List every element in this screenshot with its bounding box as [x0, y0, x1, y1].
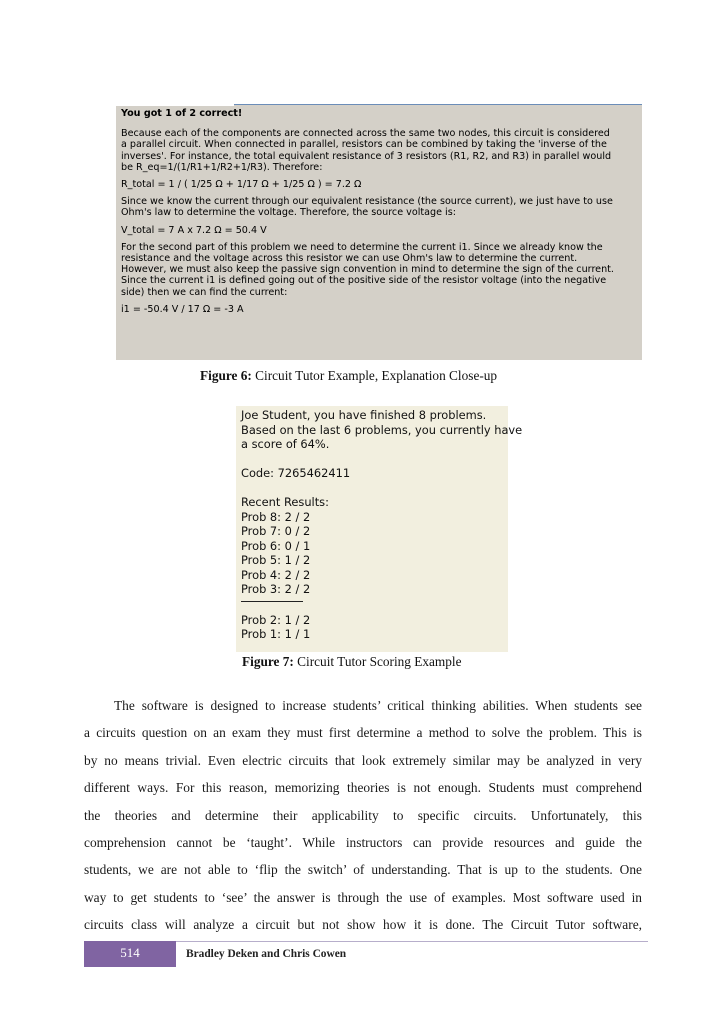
explanation-line: Since the current i1 is defined going out of the positive side of the resistor voltage (into the negative	[121, 275, 607, 287]
figure-7-caption	[242, 654, 462, 670]
score-code: Code: 7265462411	[241, 466, 351, 480]
explanation-paragraph	[121, 179, 638, 190]
body-paragraph	[84, 692, 642, 939]
figure-7-scoring-panel	[236, 406, 523, 652]
body-line: different ways. For this reason, memorizing theories is not enough. Students must comprehend	[84, 780, 642, 796]
explanation-paragraph	[121, 242, 638, 298]
explanation-line: i1 = -50.4 V / 17 Ω = -3 A	[121, 303, 244, 315]
page-number: 514	[84, 941, 176, 967]
explanation-line: be R_eq=1/(1/R1+1/R2+1/R3). Therefore:	[121, 161, 323, 173]
result-line: Prob 8: 2 / 2	[241, 509, 311, 524]
intro-line: a score of 64%.	[241, 437, 330, 451]
result-line: Prob 1: 1 / 1	[241, 627, 311, 641]
figure-6-caption	[200, 368, 497, 384]
explanation-line: resistance and the voltage across this resistor we can use Ohm's law to determine the current.	[121, 253, 578, 265]
explanation-line: inverses'. For instance, the total equivalent resistance of 3 resistors (R1, R2, and R3) in parallel would	[121, 150, 612, 162]
explanation-paragraph	[121, 196, 638, 218]
window-edge	[116, 104, 234, 106]
body-line: the theories and determine their applicability to specific circuits. Unfortunately, this	[84, 807, 642, 823]
body-line: comprehension cannot be ‘taught’. While instructors can provide resources and guide the	[84, 834, 642, 850]
figure-6-explanation-panel	[116, 104, 642, 360]
result-line: Prob 7: 0 / 2	[241, 524, 311, 538]
body-line: way to get students to ‘see’ the answer is through the use of examples. Most software used in	[84, 889, 642, 905]
result-line: Prob 4: 2 / 2	[241, 567, 311, 582]
explanation-paragraph	[121, 304, 638, 315]
figure-6-label: Figure 6:	[200, 368, 252, 383]
body-line: a circuits question on an exam they must first determine a method to solve the problem. This is	[84, 725, 642, 741]
result-line: Prob 3: 2 / 2	[241, 582, 311, 596]
figure-6-caption-text: Circuit Tutor Example, Explanation Close-up	[255, 368, 498, 383]
explanation-paragraph	[121, 225, 638, 236]
footer-authors: Bradley Deken and Chris Cowen	[186, 948, 347, 960]
results-divider	[241, 601, 303, 602]
recent-results-heading: Recent Results:	[241, 495, 329, 509]
explanation-line: side) then we can find the current:	[121, 286, 288, 298]
explanation-line: Ohm's law to determine the voltage. Therefore, the source voltage is:	[121, 207, 456, 219]
result-line: Prob 6: 0 / 1	[241, 538, 311, 553]
explanation-line: a parallel circuit. When connected in parallel, resistors can be combined by taking the 'inverse of the	[121, 139, 607, 151]
figure-7-caption-text: Circuit Tutor Scoring Example	[297, 654, 462, 669]
result-line: Prob 2: 1 / 2	[241, 612, 311, 627]
result-line: Prob 5: 1 / 2	[241, 553, 311, 567]
explanation-line: Since we know the current through our equivalent resistance (the source current), we just have to use	[121, 196, 613, 208]
body-line: students, we are not able to ‘flip the switch’ of understanding. That is up to the students. One	[84, 862, 642, 878]
intro-line: Based on the last 6 problems, you currently have	[241, 422, 523, 437]
explanation-line: For the second part of this problem we need to determine the current i1. Since we already know the	[121, 241, 603, 253]
explanation-line: Because each of the components are connected across the same two nodes, this circuit is considered	[121, 128, 610, 140]
body-line: by no means trivial. Even electric circuits that look extremely similar may be analyzed in very	[84, 752, 642, 768]
explanation-paragraph	[121, 128, 638, 173]
body-line: The software is designed to increase students’ critical thinking abilities. When students see	[114, 698, 642, 713]
body-line: circuits class will analyze a circuit but not show how it is done. The Circuit Tutor software,	[84, 917, 642, 933]
result-header: You got 1 of 2 correct!	[121, 108, 243, 119]
intro-line: Joe Student, you have finished 8 problems.	[241, 408, 487, 422]
explanation-paragraphs	[121, 128, 638, 315]
explanation-line: R_total = 1 / ( 1/25 Ω + 1/17 Ω + 1/25 Ω ) = 7.2 Ω	[121, 179, 362, 191]
explanation-line: However, we must also keep the passive sign convention in mind to determine the sign of the current.	[121, 264, 614, 276]
figure-7-label: Figure 7:	[242, 654, 294, 669]
explanation-line: V_total = 7 A x 7.2 Ω = 50.4 V	[121, 224, 267, 236]
